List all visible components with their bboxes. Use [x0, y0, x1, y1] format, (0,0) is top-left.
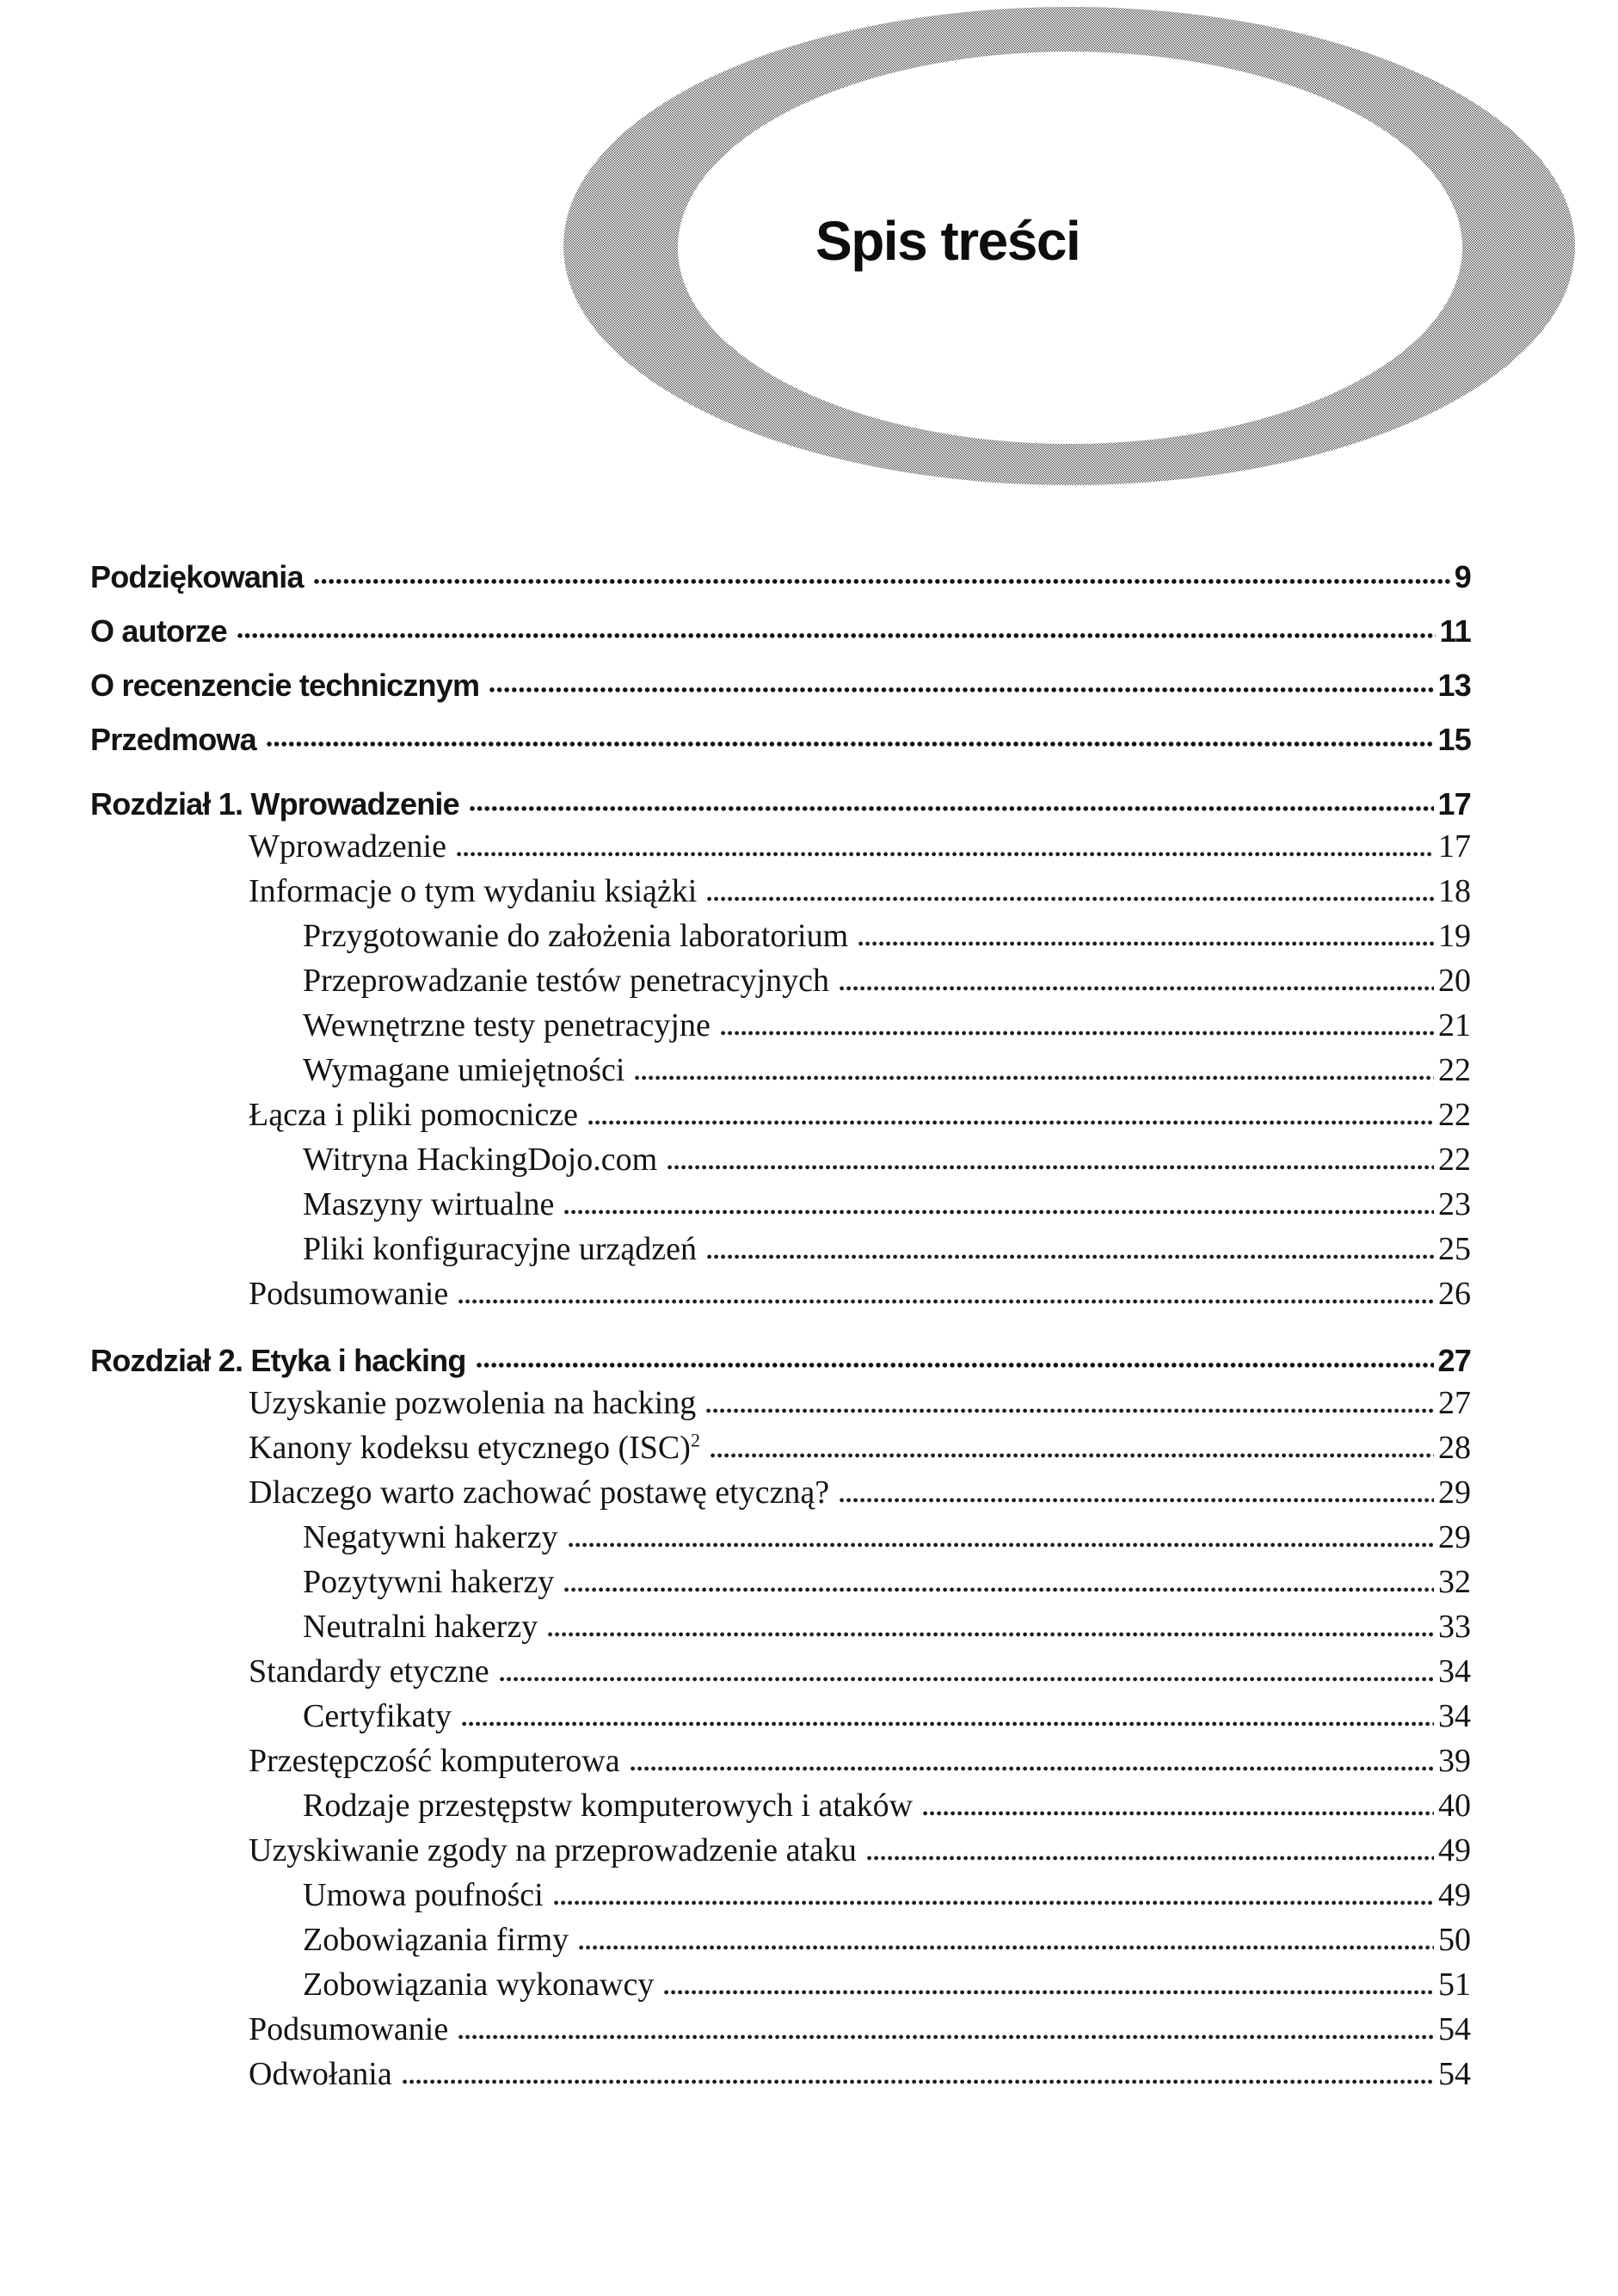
toc-entry-page: 15	[1437, 721, 1471, 757]
toc-entry-text: Łącza i pliki pomocnicze	[249, 1097, 578, 1134]
toc-row	[90, 539, 1471, 593]
dot-leader	[564, 1210, 1434, 1215]
dot-leader	[458, 1299, 1434, 1304]
toc-entry-page: 27	[1437, 1342, 1471, 1378]
dot-leader	[668, 1165, 1434, 1170]
dot-leader	[631, 1766, 1434, 1771]
toc-entry-label	[303, 1188, 554, 1222]
dot-leader	[489, 687, 1433, 692]
dot-leader	[858, 941, 1434, 946]
toc-row	[90, 701, 1471, 755]
page-title: Spis treści	[815, 210, 1080, 272]
toc-entry-label	[303, 920, 848, 954]
dot-leader	[707, 896, 1434, 902]
toc-entry-label	[249, 1099, 578, 1133]
toc-entry-label	[303, 1789, 913, 1824]
dot-leader	[711, 1453, 1434, 1458]
toc-entry-text: Przygotowanie do założenia laboratorium	[303, 918, 849, 955]
toc-entry-label	[303, 1968, 654, 2003]
dot-leader	[477, 1363, 1434, 1368]
toc-entry-text: Podsumowanie	[249, 2011, 449, 2048]
toc-entry-label	[303, 1566, 554, 1600]
toc-entry-page: 20	[1438, 963, 1471, 1000]
toc-entry-superscript: 2	[690, 1429, 700, 1451]
toc-entry-page: 22	[1438, 1142, 1471, 1179]
dot-leader	[564, 1587, 1434, 1592]
toc-entry-label	[249, 2058, 392, 2092]
toc-row	[90, 1645, 1471, 1690]
toc-entry-text: Rodzaje przestępstw komputerowych i ataków	[303, 1788, 914, 1825]
dot-leader	[569, 1542, 1435, 1548]
toc-entry-label	[303, 1143, 657, 1178]
dot-leader	[457, 852, 1434, 857]
dot-leader	[470, 806, 1434, 811]
dot-leader	[500, 1677, 1434, 1682]
toc-entry-text: Pliki konfiguracyjne urządzeń	[303, 1231, 697, 1268]
dot-leader	[840, 1498, 1434, 1503]
dot-leader	[267, 742, 1434, 747]
toc-row	[90, 1511, 1471, 1555]
toc-entry-page: 34	[1438, 1653, 1471, 1690]
toc-entry-page: 9	[1454, 558, 1471, 594]
toc-entry-page: 29	[1438, 1474, 1471, 1511]
toc-row	[90, 647, 1471, 701]
toc-entry-text: Odwołania	[249, 2056, 392, 2093]
toc-row	[90, 954, 1471, 999]
toc-entry-text: Przeprowadzanie testów penetracyjnych	[303, 963, 829, 1000]
toc-row	[90, 1466, 1471, 1511]
toc-entry-page: 34	[1438, 1698, 1471, 1735]
toc-entry-label	[303, 1700, 452, 1734]
toc-entry-text: Podsumowanie	[249, 1276, 449, 1313]
toc-entry-text: Negatywni hakerzy	[303, 1519, 558, 1556]
halftone-ellipse-graphic	[0, 0, 1618, 525]
dot-leader	[579, 1945, 1434, 1950]
toc-entry-text: Kanony kodeksu etycznego (ISC)	[249, 1430, 691, 1467]
toc-entry-label	[303, 1233, 697, 1267]
toc-entry-text: Rozdział 1. Wprowadzenie	[90, 785, 459, 822]
dot-leader	[706, 1408, 1434, 1413]
toc-entry-label	[303, 964, 829, 999]
toc-entry-label	[249, 1387, 696, 1421]
toc-row	[90, 1690, 1471, 1734]
toc-entry-page: 17	[1438, 828, 1471, 865]
toc-entry-text: Wymagane umiejętności	[303, 1052, 625, 1089]
toc-entry-page: 18	[1438, 873, 1471, 910]
toc-row	[90, 2003, 1471, 2047]
toc-row	[90, 1868, 1471, 1913]
toc-entry-page: 22	[1438, 1097, 1471, 1134]
toc-entry-label	[90, 1342, 466, 1378]
toc-entry-label	[249, 875, 697, 909]
toc-entry-page: 32	[1438, 1564, 1471, 1601]
toc-entry-text: Standardy etyczne	[249, 1653, 489, 1690]
toc-entry-text: Wewnętrzne testy penetracyjne	[303, 1007, 711, 1044]
toc-row	[90, 1088, 1471, 1133]
toc-entry-label	[303, 1879, 544, 1913]
toc-row	[90, 775, 1471, 820]
toc-row	[90, 999, 1471, 1043]
toc-row	[90, 1421, 1471, 1466]
title-banner	[0, 0, 1618, 525]
toc-entry-text: Wprowadzenie	[249, 828, 446, 865]
toc-entry-page: 23	[1438, 1186, 1471, 1223]
toc-row	[90, 1555, 1471, 1600]
toc-entry-label	[249, 1745, 620, 1779]
toc-row	[90, 1043, 1471, 1088]
dot-leader	[721, 1031, 1434, 1036]
toc-row	[90, 1376, 1471, 1421]
dot-leader	[554, 1900, 1434, 1905]
toc-row	[90, 1332, 1471, 1376]
dot-leader	[314, 579, 1450, 584]
toc-entry-page: 25	[1438, 1231, 1471, 1268]
dot-leader	[923, 1811, 1434, 1816]
toc-row	[90, 593, 1471, 647]
toc-row	[90, 1133, 1471, 1178]
toc-entry-label	[90, 723, 256, 755]
toc-entry-label	[90, 558, 304, 594]
toc-row	[90, 2047, 1471, 2092]
toc-entry-page: 27	[1438, 1385, 1471, 1422]
toc-entry-page: 13	[1437, 667, 1471, 703]
toc-row	[90, 1267, 1471, 1312]
toc-entry-text: Dlaczego warto zachować postawę etyczną?	[249, 1474, 830, 1511]
dot-leader	[588, 1120, 1434, 1125]
toc-entry-page: 33	[1438, 1609, 1471, 1646]
toc-entry-text: Uzyskanie pozwolenia na hacking	[249, 1385, 697, 1422]
toc-entry-text: O recenzencie technicznym	[90, 667, 480, 703]
toc-row	[90, 865, 1471, 909]
toc-row	[90, 1913, 1471, 1958]
toc-row	[90, 1222, 1471, 1267]
toc-entry-text: Maszyny wirtualne	[303, 1186, 555, 1223]
dot-leader	[867, 1856, 1434, 1861]
toc-row	[90, 1824, 1471, 1868]
toc-entry-label	[249, 1655, 489, 1690]
toc-entry-text: Certyfikaty	[303, 1698, 452, 1735]
toc-row	[90, 820, 1471, 865]
toc-entry-label	[249, 1277, 448, 1312]
toc-list	[90, 539, 1471, 2092]
toc-entry-page: 51	[1438, 1967, 1471, 2004]
toc-entry-page: 26	[1438, 1276, 1471, 1313]
toc-entry-text: Podziękowania	[90, 558, 304, 594]
toc-entry-page: 49	[1438, 1832, 1471, 1869]
toc-entry-text: Zobowiązania wykonawcy	[303, 1967, 655, 2004]
toc-row	[90, 1600, 1471, 1645]
toc-entry-label	[249, 1431, 700, 1466]
toc-entry-page: 54	[1438, 2056, 1471, 2093]
toc-entry-label	[303, 1610, 538, 1645]
toc-entry-text: Pozytywni hakerzy	[303, 1564, 555, 1601]
toc-entry-text: Uzyskiwanie zgody na przeprowadzenie ataku	[249, 1832, 857, 1869]
toc-entry-label	[249, 2013, 448, 2047]
toc-entry-text: Rozdział 2. Etyka i hacking	[90, 1342, 466, 1378]
toc-row	[90, 1779, 1471, 1824]
toc-entry-text: O autorze	[90, 612, 227, 649]
dot-leader	[462, 1721, 1434, 1727]
dot-leader	[237, 633, 1436, 638]
toc-entry-text: Przestępczość komputerowa	[249, 1743, 620, 1780]
toc-entry-text: Neutralni hakerzy	[303, 1609, 538, 1646]
toc-row	[90, 1178, 1471, 1222]
dot-leader	[403, 2079, 1434, 2084]
toc-entry-label	[303, 1009, 711, 1043]
toc-entry-page: 40	[1438, 1788, 1471, 1825]
toc-entry-page: 22	[1438, 1052, 1471, 1089]
toc-entry-text: Przedmowa	[90, 721, 256, 757]
toc-row	[90, 1734, 1471, 1779]
toc-entry-page: 49	[1438, 1877, 1471, 1914]
toc-entry-page: 50	[1438, 1922, 1471, 1959]
toc-entry-page: 11	[1439, 612, 1471, 649]
toc-entry-text: Umowa poufności	[303, 1877, 544, 1914]
toc-entry-label	[303, 1054, 624, 1088]
toc-entry-page: 19	[1438, 918, 1471, 955]
toc-row	[90, 1958, 1471, 2003]
dot-leader	[635, 1075, 1434, 1080]
toc-entry-label	[303, 1521, 558, 1555]
toc-entry-label	[249, 1476, 829, 1511]
toc-entry-label	[90, 785, 459, 822]
toc-entry-page: 21	[1438, 1007, 1471, 1044]
toc-row	[90, 909, 1471, 954]
toc-entry-page: 54	[1438, 2011, 1471, 2048]
dot-leader	[664, 1990, 1434, 1995]
toc-entry-label	[90, 612, 227, 649]
dot-leader	[458, 2034, 1434, 2040]
toc-entry-text: Witryna HackingDojo.com	[303, 1142, 658, 1179]
toc-entry-label	[249, 830, 446, 865]
toc-entry-text: Informacje o tym wydaniu książki	[249, 873, 698, 910]
toc-entry-label	[303, 1924, 569, 1958]
toc-entry-label	[90, 669, 479, 701]
dot-leader	[548, 1632, 1434, 1637]
toc-entry-page: 29	[1438, 1519, 1471, 1556]
toc-entry-page: 28	[1438, 1430, 1471, 1467]
dot-leader	[707, 1254, 1434, 1259]
toc-entry-page: 39	[1438, 1743, 1471, 1780]
dot-leader	[840, 986, 1434, 991]
toc-entry-text: Zobowiązania firmy	[303, 1922, 569, 1959]
toc-entry-label	[249, 1834, 857, 1868]
toc-entry-page: 17	[1437, 785, 1471, 822]
